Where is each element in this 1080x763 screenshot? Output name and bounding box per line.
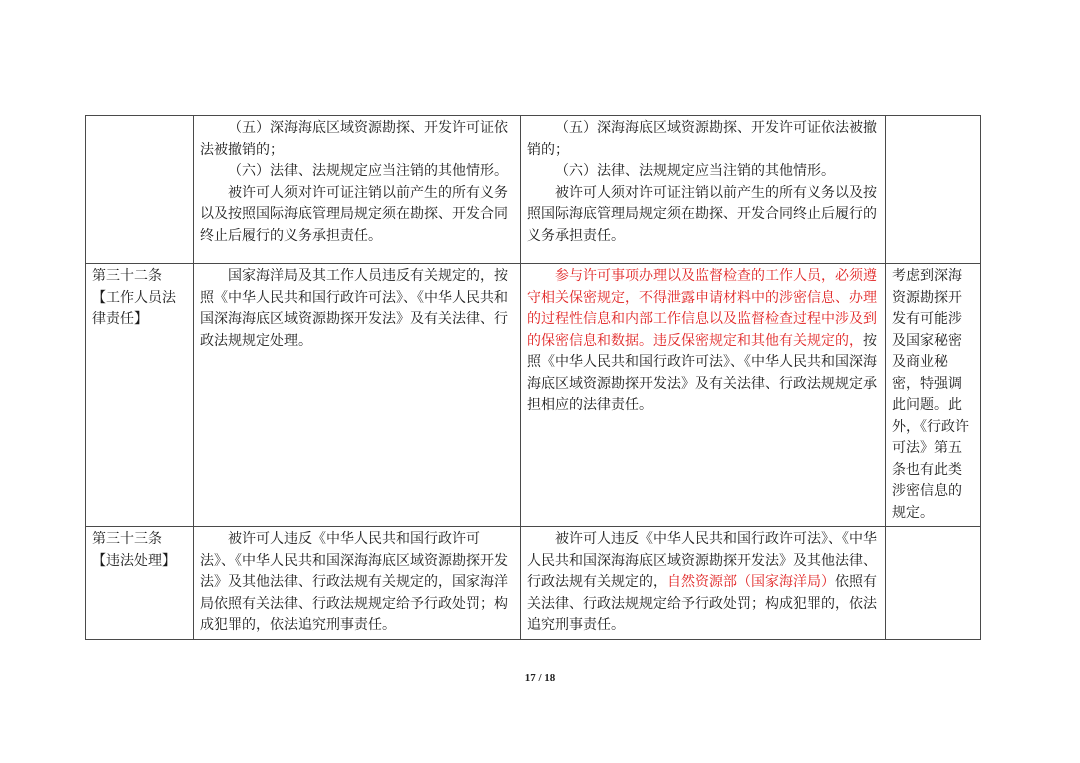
unchanged-text: 被许可人违反《中华人民共和国行政许可法》、《中华人民共和国深海海底区域资源勘探开发法》及其他法律、行政法规有关规定的， (527, 531, 877, 590)
revision-text: 参与许可事项办理以及监督检查的工作人员，必须遵守相关保密规定，不得泄露申请材料中的涉密信息、办理的过程性信息和内部工作信息以及监督检查过程中涉及到的保密信息和数据。违反保密规定和其他有关规定的， (527, 268, 877, 349)
paragraph: 被许可人须对许可证注销以前产生的所有义务以及按照国际海底管理局规定须在勘探、开发合同终止后履行的义务承担责任。 (527, 184, 877, 244)
table-row (86, 527, 981, 640)
revised-text-cell (521, 264, 886, 527)
paragraph: 被许可人须对许可证注销以前产生的所有义务以及按照国际海底管理局规定须在勘探、开发合同终止后履行的义务承担责任。 (200, 184, 508, 244)
paragraph: （五）深海海底区域资源勘探、开发许可证依法被撤销的； (200, 120, 508, 158)
paragraph (527, 266, 879, 417)
article-number: 第三十二条 (92, 268, 162, 284)
paragraph: 国家海洋局及其工作人员违反有关规定的，按照《中华人民共和国行政许可法》、《中华人民共和国深海海底区域资源勘探开发法》及有关法律、行政法规规定处理。 (200, 268, 508, 349)
paragraph: （五）深海海底区域资源勘探、开发许可证依法被撤销的； (527, 120, 877, 158)
article-cell (86, 264, 194, 527)
original-text-cell (194, 116, 521, 264)
article-number: 第三十三条 (92, 531, 162, 547)
table-row (86, 116, 981, 264)
note-text: 考虑到深海资源勘探开发有可能涉及国家秘密及商业秘密，特强调此问题。此外，《行政许可法》第五条也有此类涉密信息的规定。 (892, 268, 969, 521)
article-cell (86, 116, 194, 264)
table-row (86, 264, 981, 527)
unchanged-text: 依照有关法律、行政法规规定给予行政处罚；构成犯罪的，依法追究刑事责任。 (527, 574, 877, 633)
article-title: 【违法处理】 (92, 552, 176, 569)
revised-text-cell (521, 116, 886, 264)
paragraph (527, 529, 879, 637)
original-text-cell (194, 264, 521, 527)
original-text-cell (194, 527, 521, 640)
note-cell (886, 116, 981, 264)
revised-text-cell (521, 527, 886, 640)
unchanged-text: 按照《中华人民共和国行政许可法》、《中华人民共和国深海海底区域资源勘探开发法》及有关法律、行政法规规定承担相应的法律责任。 (527, 332, 877, 413)
comparison-table (85, 115, 981, 640)
note-cell (886, 264, 981, 527)
note-cell (886, 527, 981, 640)
page-number: 17 / 18 (524, 672, 556, 684)
article-cell (86, 527, 194, 640)
paragraph: 被许可人违反《中华人民共和国行政许可法》、《中华人民共和国深海海底区域资源勘探开发法》及其他法律、行政法规有关规定的，国家海洋局依照有关法律、行政法规规定给予行政处罚；构成犯罪的，依法追究刑事责任。 (200, 531, 508, 633)
paragraph: （六）法律、法规规定应当注销的其他情形。 (555, 163, 835, 179)
article-title: 【工作人员法律责任】 (92, 289, 176, 327)
paragraph: （六）法律、法规规定应当注销的其他情形。 (228, 163, 508, 179)
revision-text: 自然资源部（国家海洋局） (667, 574, 835, 590)
